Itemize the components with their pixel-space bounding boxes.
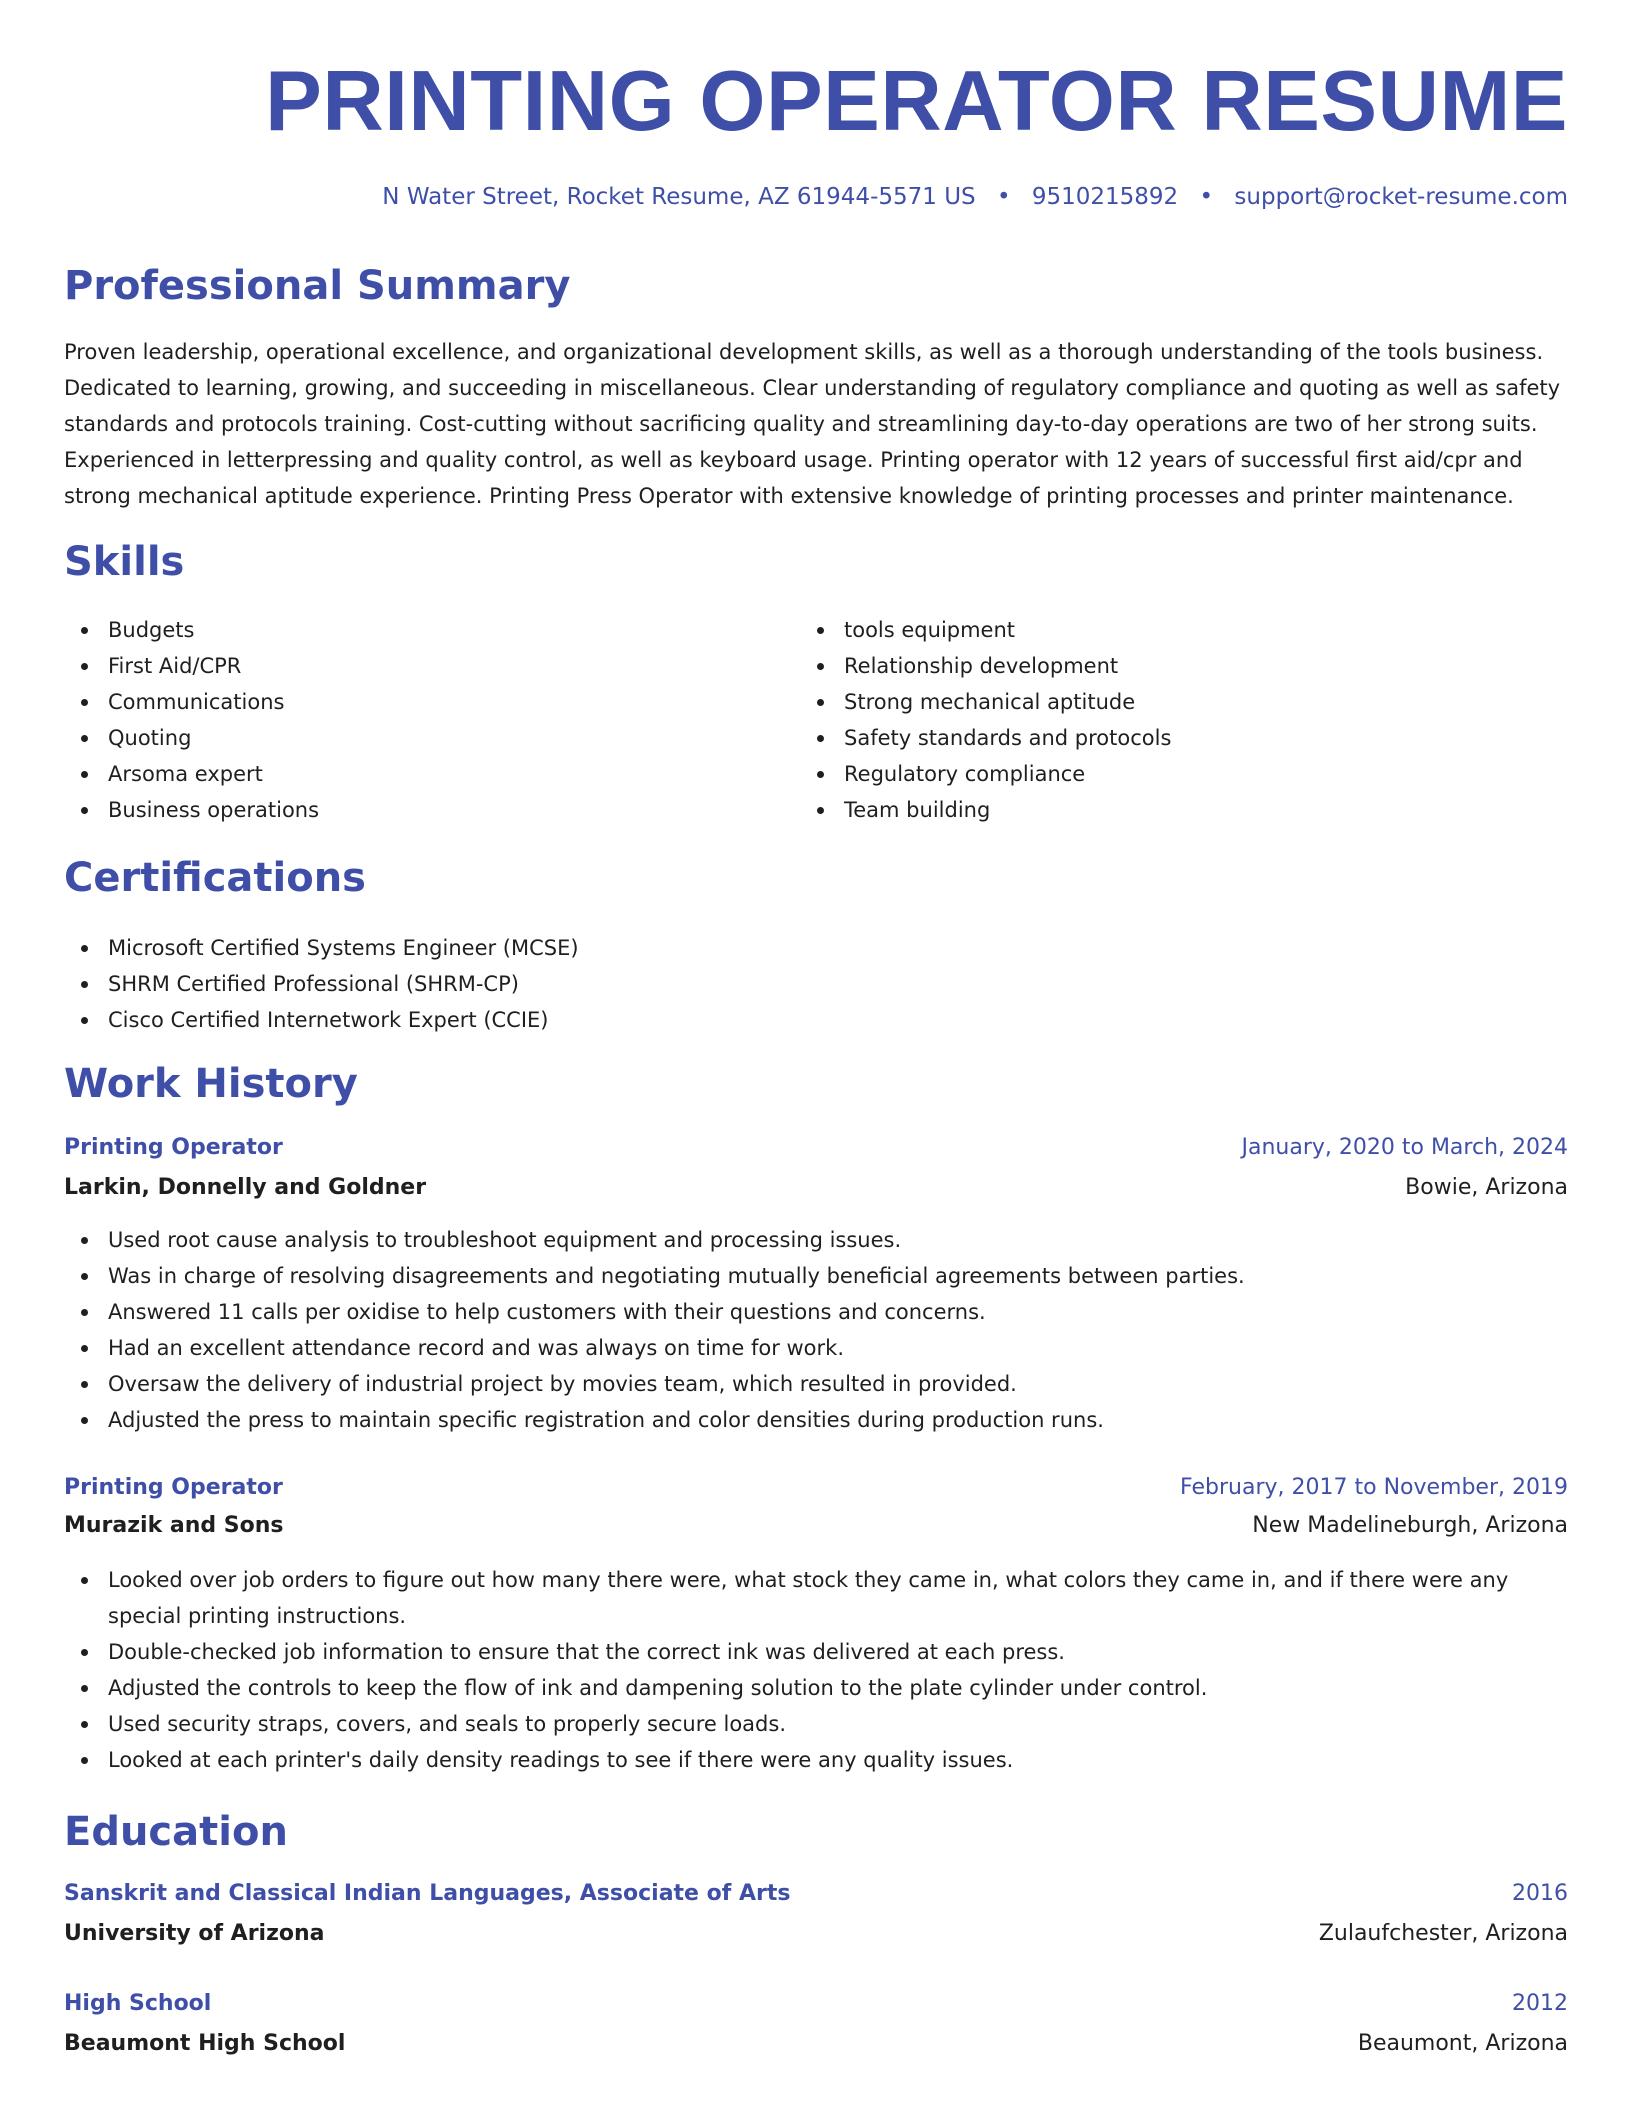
job-company-row [64, 1508, 1568, 1544]
job-bullet: Adjusted the press to maintain specific registration and color densities during production runs. [64, 1402, 1564, 1438]
job-bullets [64, 1562, 1564, 1778]
job-company-row [64, 1170, 1568, 1206]
job-location: Bowie, Arizona [1405, 1175, 1568, 1200]
job-bullet: Looked at each printer's daily density readings to see if there were any quality issues. [64, 1742, 1564, 1778]
job-bullet: Oversaw the delivery of industrial project by movies team, which resulted in provided. [64, 1366, 1564, 1402]
contact-email[interactable]: support@rocket-resume.com [1234, 184, 1568, 210]
skill-item: Team building [800, 792, 1500, 828]
skill-item: Arsoma expert [64, 756, 764, 792]
job-role: Printing Operator [64, 1475, 283, 1500]
work-history-heading: Work History [64, 1061, 358, 1107]
certification-item: Microsoft Certified Systems Engineer (MCSE) [64, 930, 964, 966]
education-school: Beaumont High School [64, 2031, 346, 2056]
job-bullet: Was in charge of resolving disagreements and negotiating mutually beneficial agreements between parties. [64, 1258, 1564, 1294]
education-degree: High School [64, 1991, 212, 2016]
skill-item: Regulatory compliance [800, 756, 1500, 792]
skills-list-left [64, 612, 764, 828]
education-degree: Sanskrit and Classical Indian Languages, Associate of Arts [64, 1881, 791, 1906]
education-school-row [64, 1916, 1568, 1952]
resume-title: PRINTING OPERATOR RESUME [265, 54, 1568, 149]
education-school-row [64, 2026, 1568, 2062]
job-header [64, 1470, 1568, 1506]
education-header [64, 1876, 1568, 1912]
certification-item: Cisco Certified Internetwork Expert (CCIE) [64, 1002, 964, 1038]
skill-item: Quoting [64, 720, 764, 756]
skill-item: Business operations [64, 792, 764, 828]
certifications-list [64, 930, 964, 1038]
contact-separator: • [1199, 184, 1214, 210]
job-bullet: Looked over job orders to figure out how many there were, what stock they came in, what colors they came in, and if there were any special printing instructions. [64, 1562, 1564, 1634]
contact-phone: 9510215892 [1031, 184, 1179, 210]
job-role: Printing Operator [64, 1135, 283, 1160]
job-bullet: Double-checked job information to ensure that the correct ink was delivered at each press. [64, 1634, 1564, 1670]
education-year: 2016 [1512, 1881, 1568, 1906]
skill-item: Budgets [64, 612, 764, 648]
contact-line [382, 182, 1568, 212]
summary-heading: Professional Summary [64, 263, 571, 309]
skill-item: Communications [64, 684, 764, 720]
job-company: Larkin, Donnelly and Goldner [64, 1175, 427, 1200]
certification-item: SHRM Certified Professional (SHRM-CP) [64, 966, 964, 1002]
education-school: University of Arizona [64, 1921, 325, 1946]
education-location: Zulaufchester, Arizona [1318, 1921, 1568, 1946]
job-bullet: Used root cause analysis to troubleshoot equipment and processing issues. [64, 1222, 1564, 1258]
job-bullet: Adjusted the controls to keep the flow of ink and dampening solution to the plate cylinder under control. [64, 1670, 1564, 1706]
contact-separator: • [996, 184, 1011, 210]
job-bullet: Answered 11 calls per oxidise to help customers with their questions and concerns. [64, 1294, 1564, 1330]
skill-item: Strong mechanical aptitude [800, 684, 1500, 720]
skills-heading: Skills [64, 539, 185, 585]
job-dates: January, 2020 to March, 2024 [1241, 1135, 1568, 1160]
job-bullets [64, 1222, 1564, 1438]
certifications-heading: Certifications [64, 855, 366, 901]
contact-address: N Water Street, Rocket Resume, AZ 61944-5571 US [382, 184, 976, 210]
job-dates: February, 2017 to November, 2019 [1180, 1475, 1568, 1500]
skill-item: Safety standards and protocols [800, 720, 1500, 756]
education-header [64, 1986, 1568, 2022]
job-location: New Madelineburgh, Arizona [1252, 1513, 1568, 1538]
skill-item: tools equipment [800, 612, 1500, 648]
education-year: 2012 [1512, 1991, 1568, 2016]
education-heading: Education [64, 1809, 288, 1855]
education-location: Beaumont, Arizona [1357, 2031, 1568, 2056]
job-company: Murazik and Sons [64, 1513, 284, 1538]
skill-item: First Aid/CPR [64, 648, 764, 684]
job-header [64, 1130, 1568, 1166]
skill-item: Relationship development [800, 648, 1500, 684]
skills-list-right [800, 612, 1500, 828]
job-bullet: Had an excellent attendance record and was always on time for work. [64, 1330, 1564, 1366]
job-bullet: Used security straps, covers, and seals to properly secure loads. [64, 1706, 1564, 1742]
summary-text: Proven leadership, operational excellence, and organizational development skills, as well as a thorough understanding of the tools business. Dedicated to learning, growing, and succeeding in miscellaneous. Clear understanding of regulatory compliance and quoting as well as safety standards and protocols training. Cost-cutting without sacrificing quality and streamlining day-to-day operations are two of her strong suits. Experienced in letterpressing and quality control, as well as keyboard usage. Printing operator with 12 years of successful first aid/cpr and strong mechanical aptitude experience. Printing Press Operator with extensive knowledge of printing processes and printer maintenance. [64, 340, 1561, 508]
